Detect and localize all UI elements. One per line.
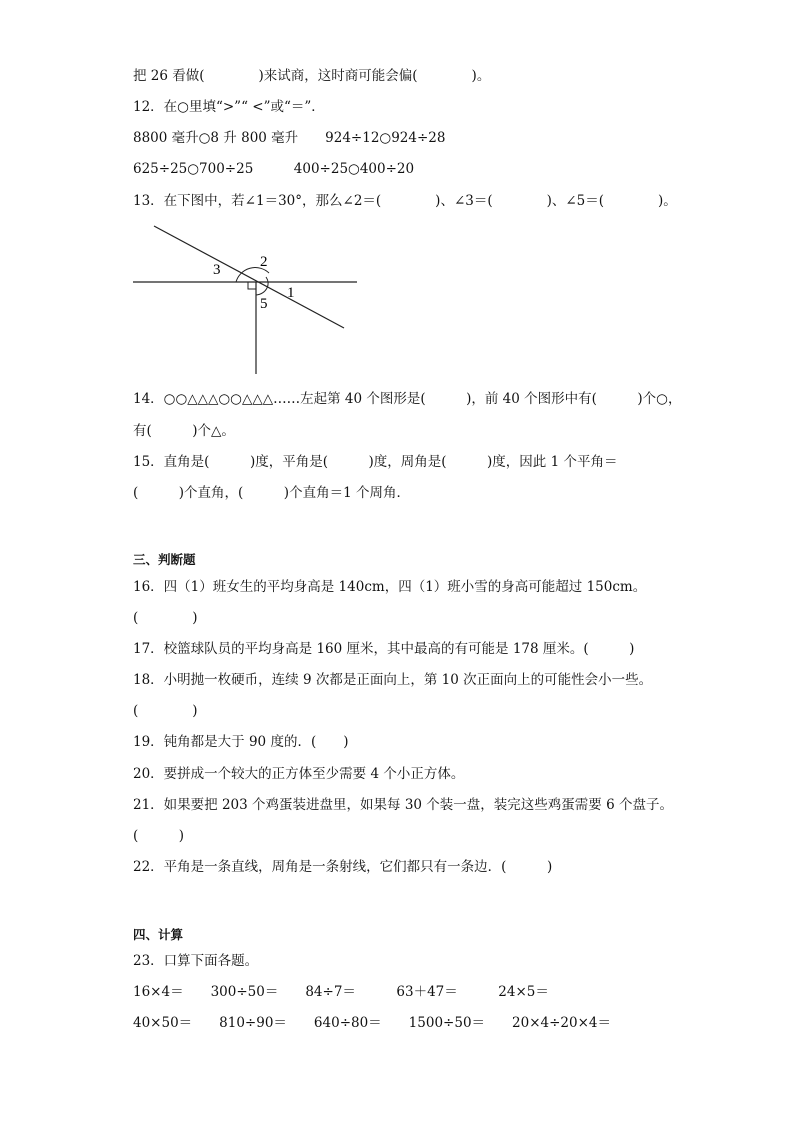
q11-tail: 把 26 看做( )来试商，这时商可能会偏( )。 <box>133 68 491 84</box>
q16-line-2: ( ) <box>133 610 198 626</box>
slanted-line <box>154 226 344 328</box>
q23-row-2: 40×50＝ 810÷90＝ 640÷80＝ 1500÷50＝ 20×4÷20×4＝ <box>133 1015 611 1031</box>
label-1: 1 <box>287 285 295 301</box>
q23-title: 23．口算下面各题。 <box>133 953 259 969</box>
q12-row-1: 8800 毫升○8 升 800 毫升 924÷12○924÷28 <box>133 130 446 146</box>
q16-line-1: 16．四（1）班女生的平均身高是 140cm，四（1）班小雪的身高可能超过 150cm。 <box>133 579 647 595</box>
q18-line-1: 18．小明抛一枚硬币，连续 9 次都是正面向上，第 10 次正面向上的可能性会小一些。 <box>133 672 653 688</box>
q14-line-1: 14．○○△△△○○△△△……左起第 40 个图形是( )，前 40 个图形中有( )个○， <box>133 391 682 407</box>
angle-arc-lower <box>256 288 267 295</box>
q17: 17．校篮球队员的平均身高是 160 厘米，其中最高的有可能是 178 厘米。( ) <box>133 641 635 657</box>
q21-line-1: 21．如果要把 203 个鸡蛋装进盘里，如果每 30 个装一盘，装完这些鸡蛋需要 6 个盘子。 <box>133 797 673 813</box>
q13-title: 13．在下图中，若∠1＝30°，那么∠2＝( )、∠3＝( )、∠5＝( )。 <box>133 193 677 209</box>
q23-row-1: 16×4＝ 300÷50＝ 84÷7＝ 63＋47＝ 24×5＝ <box>133 984 549 1000</box>
q20: 20．要拼成一个较大的正方体至少需要 4 个小正方体。 <box>133 766 465 782</box>
q22: 22．平角是一条直线，周角是一条射线，它们都只有一条边．( ) <box>133 859 553 875</box>
q19: 19．钝角都是大于 90 度的．( ) <box>133 734 349 750</box>
q18-line-2: ( ) <box>133 703 198 719</box>
q14-line-2: 有( )个△。 <box>133 423 235 439</box>
angle-figure <box>130 222 370 377</box>
label-3: 3 <box>213 262 221 278</box>
label-5: 5 <box>260 296 268 312</box>
q15-line-1: 15．直角是( )度，平角是( )度，周角是( )度，因此 1 个平角＝ <box>133 454 618 470</box>
right-angle-mark <box>248 282 256 289</box>
q12-title: 12．在○里填“>”“ <”或“＝”． <box>133 99 325 115</box>
section-4-heading: 四、计算 <box>133 927 184 942</box>
q21-line-2: ( ) <box>133 828 185 844</box>
label-2: 2 <box>260 254 268 270</box>
q12-row-2: 625÷25○700÷25 400÷25○400÷20 <box>133 161 415 177</box>
q15-line-2: ( )个直角，( )个直角＝1 个周角． <box>133 485 410 501</box>
section-3-heading: 三、判断题 <box>133 552 196 567</box>
